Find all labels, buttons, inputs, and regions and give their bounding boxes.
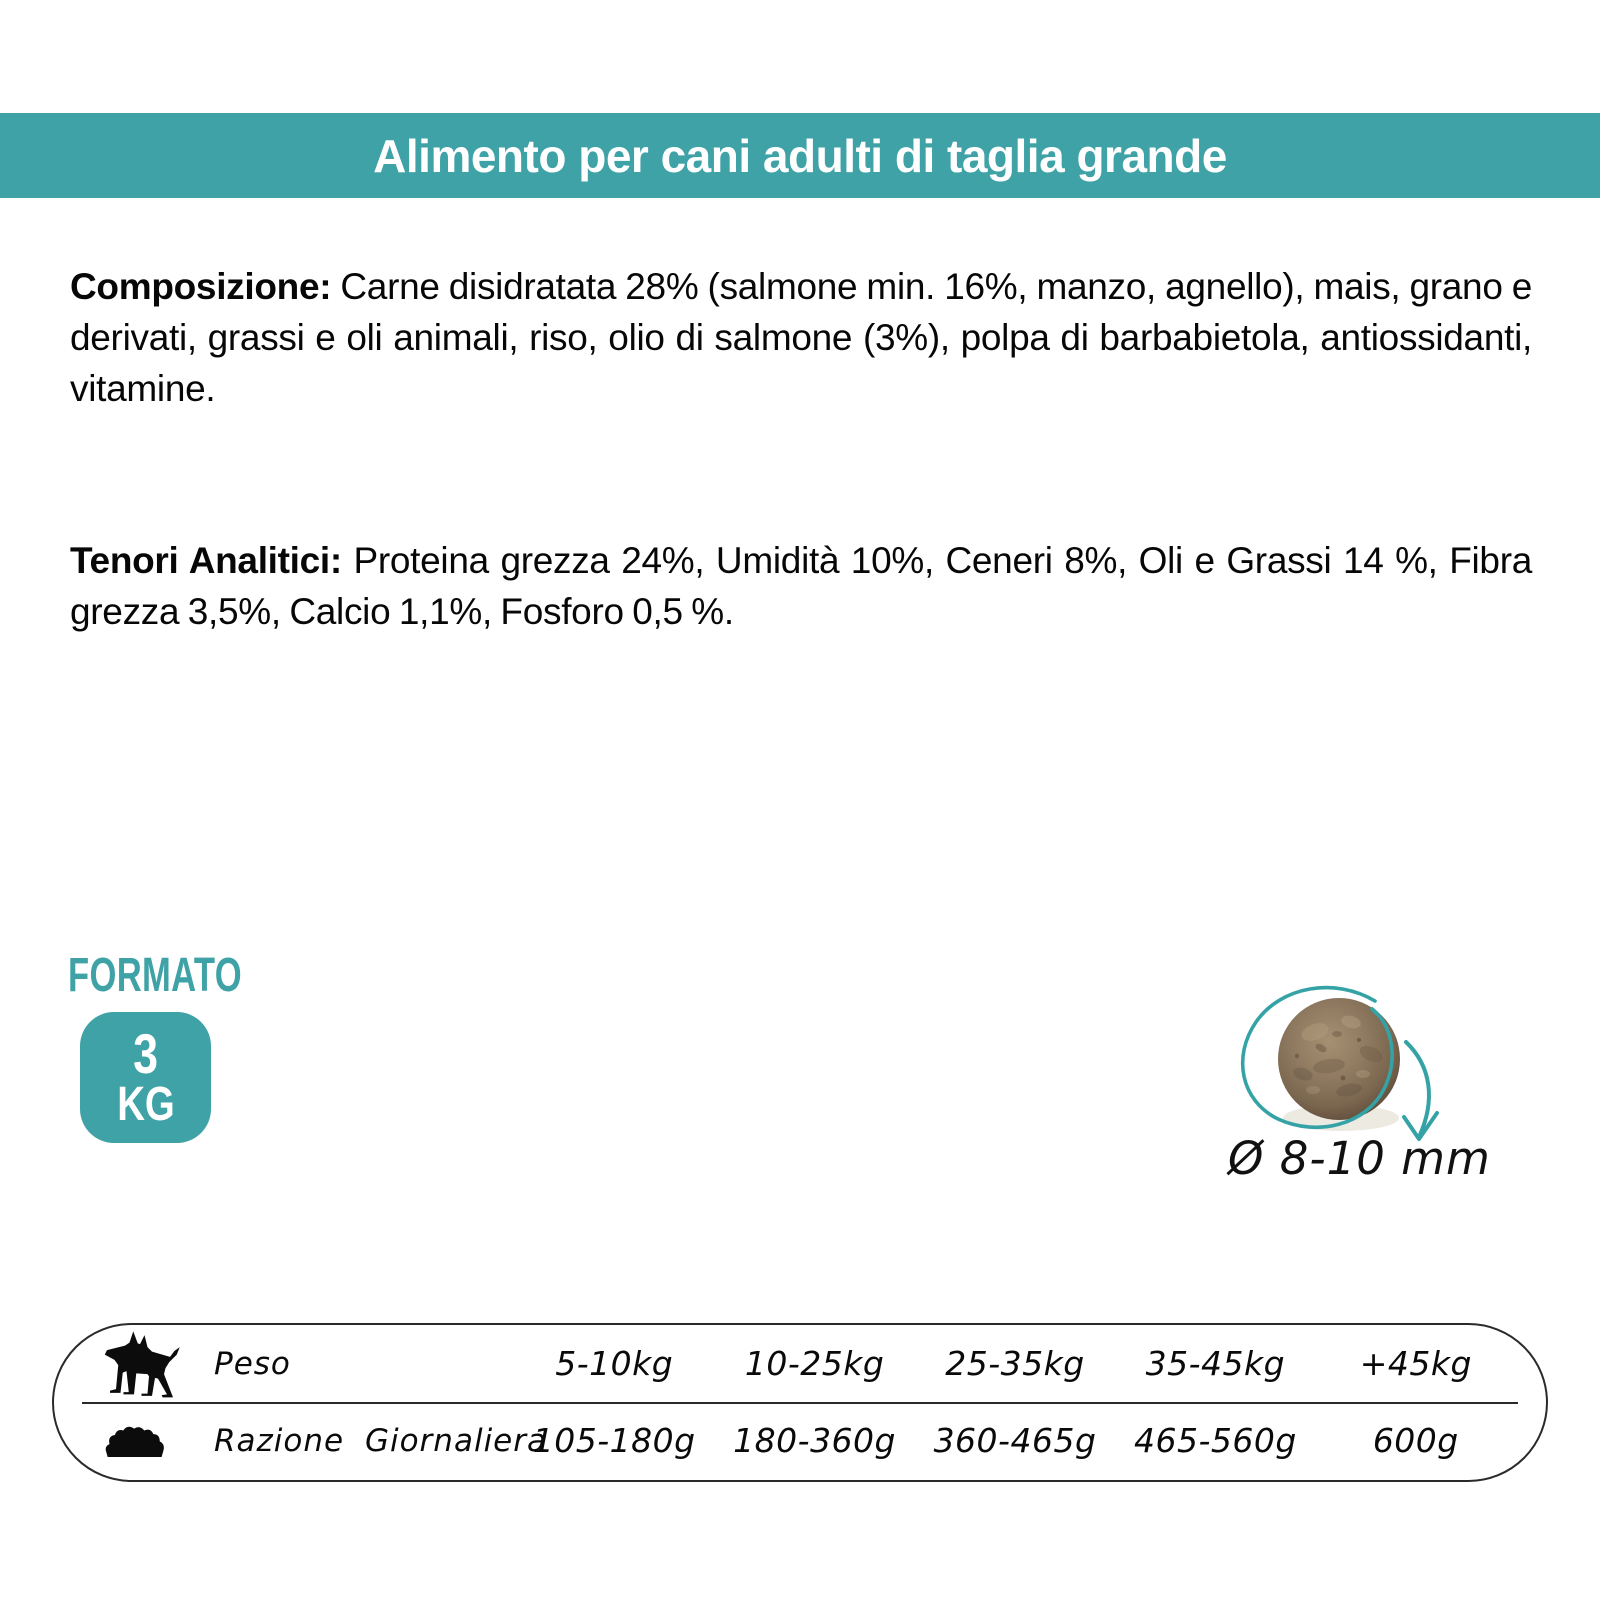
header-band	[0, 113, 1600, 198]
razione-col-2: 180-360g	[733, 1421, 897, 1460]
size-value: 3	[133, 1021, 158, 1085]
composition-text: Carne disidratata 28% (salmone min. 16%, manzo, agnello), mais, grano e derivati, grassi e oli animali, riso, olio di salmone (3%), polpa di barbabietola, antiossidanti, vitamine.	[70, 266, 1532, 409]
dog-icon-cell	[104, 1329, 214, 1399]
peso-col-1: 5-10kg	[555, 1344, 674, 1383]
row-label-peso: Peso	[214, 1345, 291, 1382]
table-divider	[82, 1402, 1518, 1404]
composition-paragraph	[70, 261, 1532, 414]
format-heading: FORMATO	[68, 949, 243, 1002]
razione-col-1: 105-180g	[532, 1421, 696, 1460]
bowl-icon-cell	[104, 1422, 214, 1459]
analytical-label: Tenori Analitici:	[70, 540, 342, 581]
razione-col-5: 600g	[1372, 1421, 1459, 1460]
size-unit: KG	[116, 1077, 175, 1131]
peso-col-5: +45kg	[1359, 1344, 1472, 1383]
table-row-razione	[54, 1402, 1546, 1479]
composition-label: Composizione:	[70, 266, 332, 307]
analytical-text: Proteina grezza 24%, Umidità 10%, Ceneri 8%, Oli e Grassi 14 %, Fibra grezza 3,5%, Calcio 1,1%, Fosforo 0,5 %.	[70, 540, 1533, 632]
razione-col-4: 465-560g	[1133, 1421, 1297, 1460]
curved-arrow-icon	[1404, 1042, 1437, 1139]
analytical-paragraph	[70, 535, 1532, 637]
kibble-illustration	[1225, 970, 1460, 1155]
table-row-peso	[54, 1325, 1546, 1402]
razione-col-3: 360-465g	[933, 1421, 1097, 1460]
dog-icon	[104, 1329, 182, 1399]
size-badge	[80, 1012, 211, 1143]
peso-col-3: 25-35kg	[945, 1344, 1085, 1383]
food-bowl-icon	[104, 1422, 168, 1459]
feeding-table	[52, 1323, 1548, 1482]
row-label-razione: Razione Giornaliera	[214, 1422, 547, 1459]
peso-col-4: 35-45kg	[1145, 1344, 1286, 1383]
peso-col-2: 10-25kg	[744, 1344, 885, 1383]
page-title: Alimento per cani adulti di taglia grande	[373, 129, 1227, 182]
kibble-diameter-label: Ø 8-10 mm	[1228, 1132, 1491, 1185]
